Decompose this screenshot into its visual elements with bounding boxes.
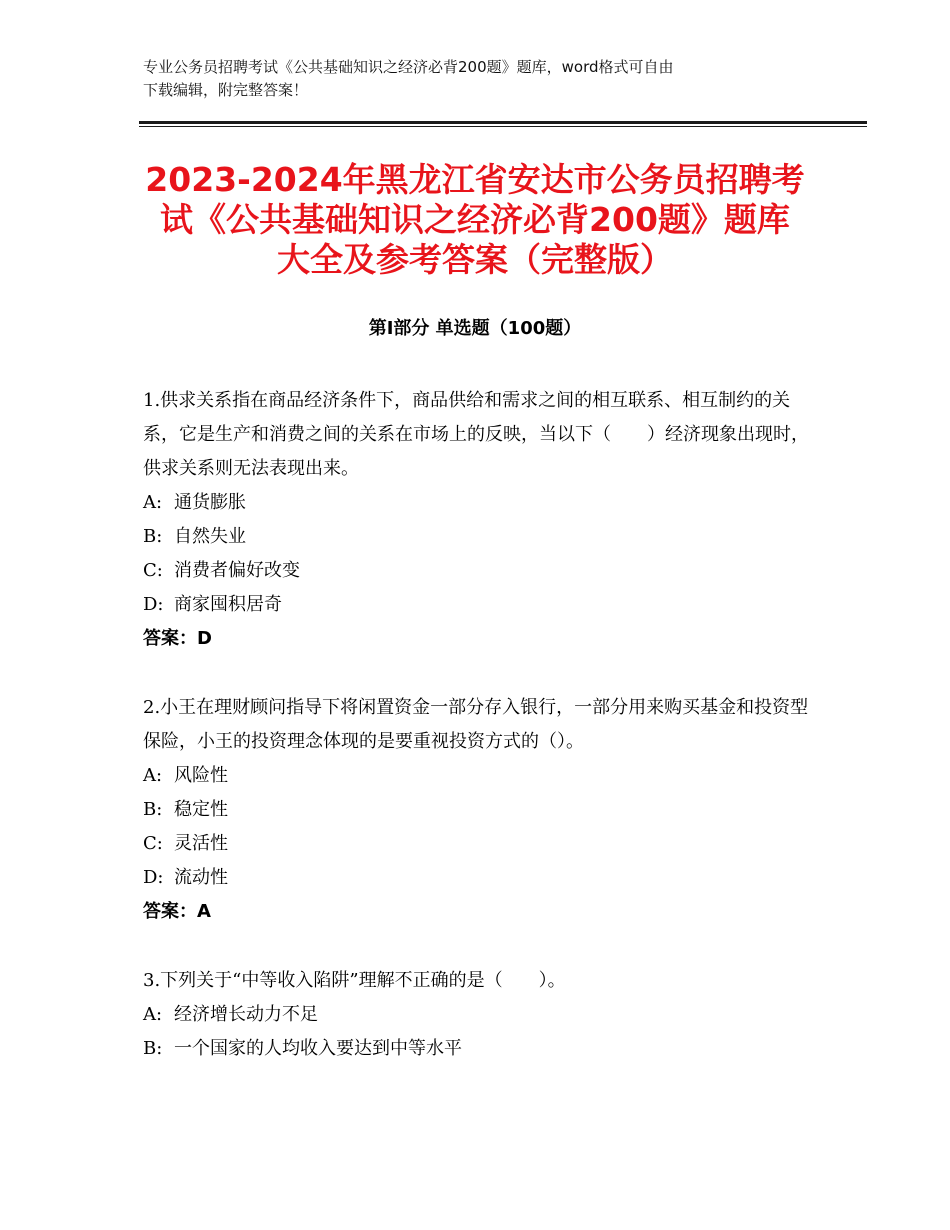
option-text: 灵活性 — [174, 833, 228, 854]
header-rule-thin — [139, 126, 867, 127]
answer-line: 答案：A — [143, 901, 211, 922]
title-line-1: 2023-2024年黑龙江省安达市公务员招聘考 — [145, 160, 805, 199]
option-text: 经济增长动力不足 — [174, 1004, 318, 1025]
option-letter: B: — [143, 1038, 163, 1059]
question-2 — [143, 691, 823, 929]
header-line-1: 专业公务员招聘考试《公共基础知识之经济必背200题》题库，word格式可自由 — [143, 58, 674, 76]
option-c — [143, 554, 823, 588]
option-text: 商家囤积居奇 — [174, 594, 282, 615]
option-letter: B: — [143, 799, 163, 820]
option-text: 一个国家的人均收入要达到中等水平 — [174, 1038, 462, 1059]
option-d — [143, 861, 823, 895]
option-letter: A: — [143, 765, 163, 786]
option-letter: D: — [143, 867, 164, 888]
answer-line: 答案：D — [143, 628, 212, 649]
option-letter: C: — [143, 560, 163, 581]
option-text: 流动性 — [174, 867, 228, 888]
option-text: 通货膨胀 — [174, 492, 246, 513]
option-text: 自然失业 — [174, 526, 246, 547]
option-letter: C: — [143, 833, 163, 854]
option-a — [143, 486, 823, 520]
document-title — [100, 160, 850, 280]
option-text: 消费者偏好改变 — [174, 560, 300, 581]
option-b — [143, 1032, 823, 1066]
option-letter: A: — [143, 492, 163, 513]
option-c — [143, 827, 823, 861]
title-line-3: 大全及参考答案（完整版） — [277, 240, 673, 279]
section-heading: 第Ⅰ部分 单选题（100题） — [368, 318, 582, 339]
option-letter: D: — [143, 594, 164, 615]
title-line-2: 试《公共基础知识之经济必背200题》题库 — [160, 200, 790, 239]
header-line-2: 下载编辑，附完整答案！ — [143, 81, 309, 99]
page-header — [143, 56, 833, 102]
question-stem: 2.小王在理财顾问指导下将闲置资金一部分存入银行，一部分用来购买基金和投资型保险，小王的投资理念体现的是要重视投资方式的（）。 — [143, 697, 809, 752]
option-b — [143, 520, 823, 554]
option-letter: B: — [143, 526, 163, 547]
option-d — [143, 588, 823, 622]
option-letter: A: — [143, 1004, 163, 1025]
option-a — [143, 998, 823, 1032]
question-stem: 3.下列关于“中等收入陷阱”理解不正确的是（ ）。 — [143, 970, 566, 991]
option-text: 风险性 — [174, 765, 228, 786]
question-stem: 1.供求关系指在商品经济条件下，商品供给和需求之间的相互联系、相互制约的关系，它是生产和消费之间的关系在市场上的反映，当以下（ ）经济现象出现时，供求关系则无法表现出来。 — [143, 390, 809, 479]
option-a — [143, 759, 823, 793]
header-rule-thick — [139, 121, 867, 124]
question-list — [143, 384, 823, 1101]
question-3 — [143, 964, 823, 1066]
option-b — [143, 793, 823, 827]
question-1 — [143, 384, 823, 656]
option-text: 稳定性 — [174, 799, 228, 820]
